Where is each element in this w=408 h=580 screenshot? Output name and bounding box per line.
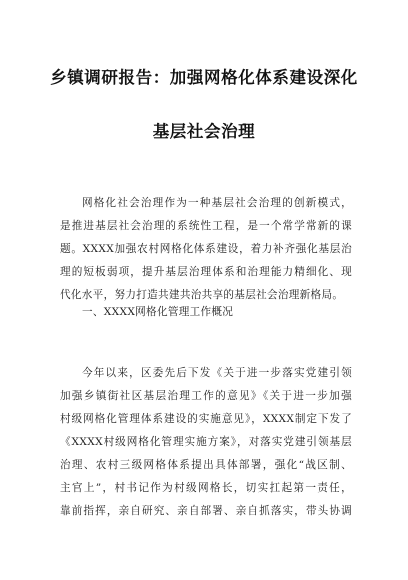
body-line: 治理、农村三级网格体系提出具体部署，强化“战区制、 xyxy=(60,459,352,471)
intro-line: 题。XXXX加强农村网格化体系建设，着力补齐强化基层治 xyxy=(60,243,352,255)
body-line: 加强乡镇街社区基层治理工作的意见》《关于进一步加强 xyxy=(60,390,352,402)
intro-line: 网格化社会治理作为一种基层社会治理的创新模式， xyxy=(82,197,352,209)
document-title-line-2: 基层社会治理 xyxy=(152,122,256,141)
intro-line: 理的短板弱项，提升基层治理体系和治理能力精细化、现 xyxy=(60,266,352,278)
section-heading: 一、XXXX网格化管理工作概况 xyxy=(82,306,234,318)
body-line: 《XXXX村级网格化管理实施方案》，对落实党建引领基层 xyxy=(60,436,352,448)
body-line: 靠前指挥，亲自研究、亲自部署、亲自抓落实，带头协调 xyxy=(60,505,352,517)
body-line: 主官上”，村书记作为村级网格长，切实扛起第一责任， xyxy=(60,482,352,494)
intro-paragraph xyxy=(60,192,352,307)
intro-line: 代化水平，努力打造共建共治共享的基层社会治理新格局。 xyxy=(60,289,344,301)
body-line: 今年以来，区委先后下发《关于进一步落实党建引领 xyxy=(82,367,352,379)
document-title-line-1: 乡镇调研报告：加强网格化体系建设深化 xyxy=(50,68,358,87)
intro-line: 是推进基层社会治理的系统性工程，是一个常学常新的课 xyxy=(60,220,352,232)
body-paragraph xyxy=(60,362,352,523)
body-line: 村级网格化管理体系建设的实施意见》，XXXX制定下发了 xyxy=(60,413,352,425)
